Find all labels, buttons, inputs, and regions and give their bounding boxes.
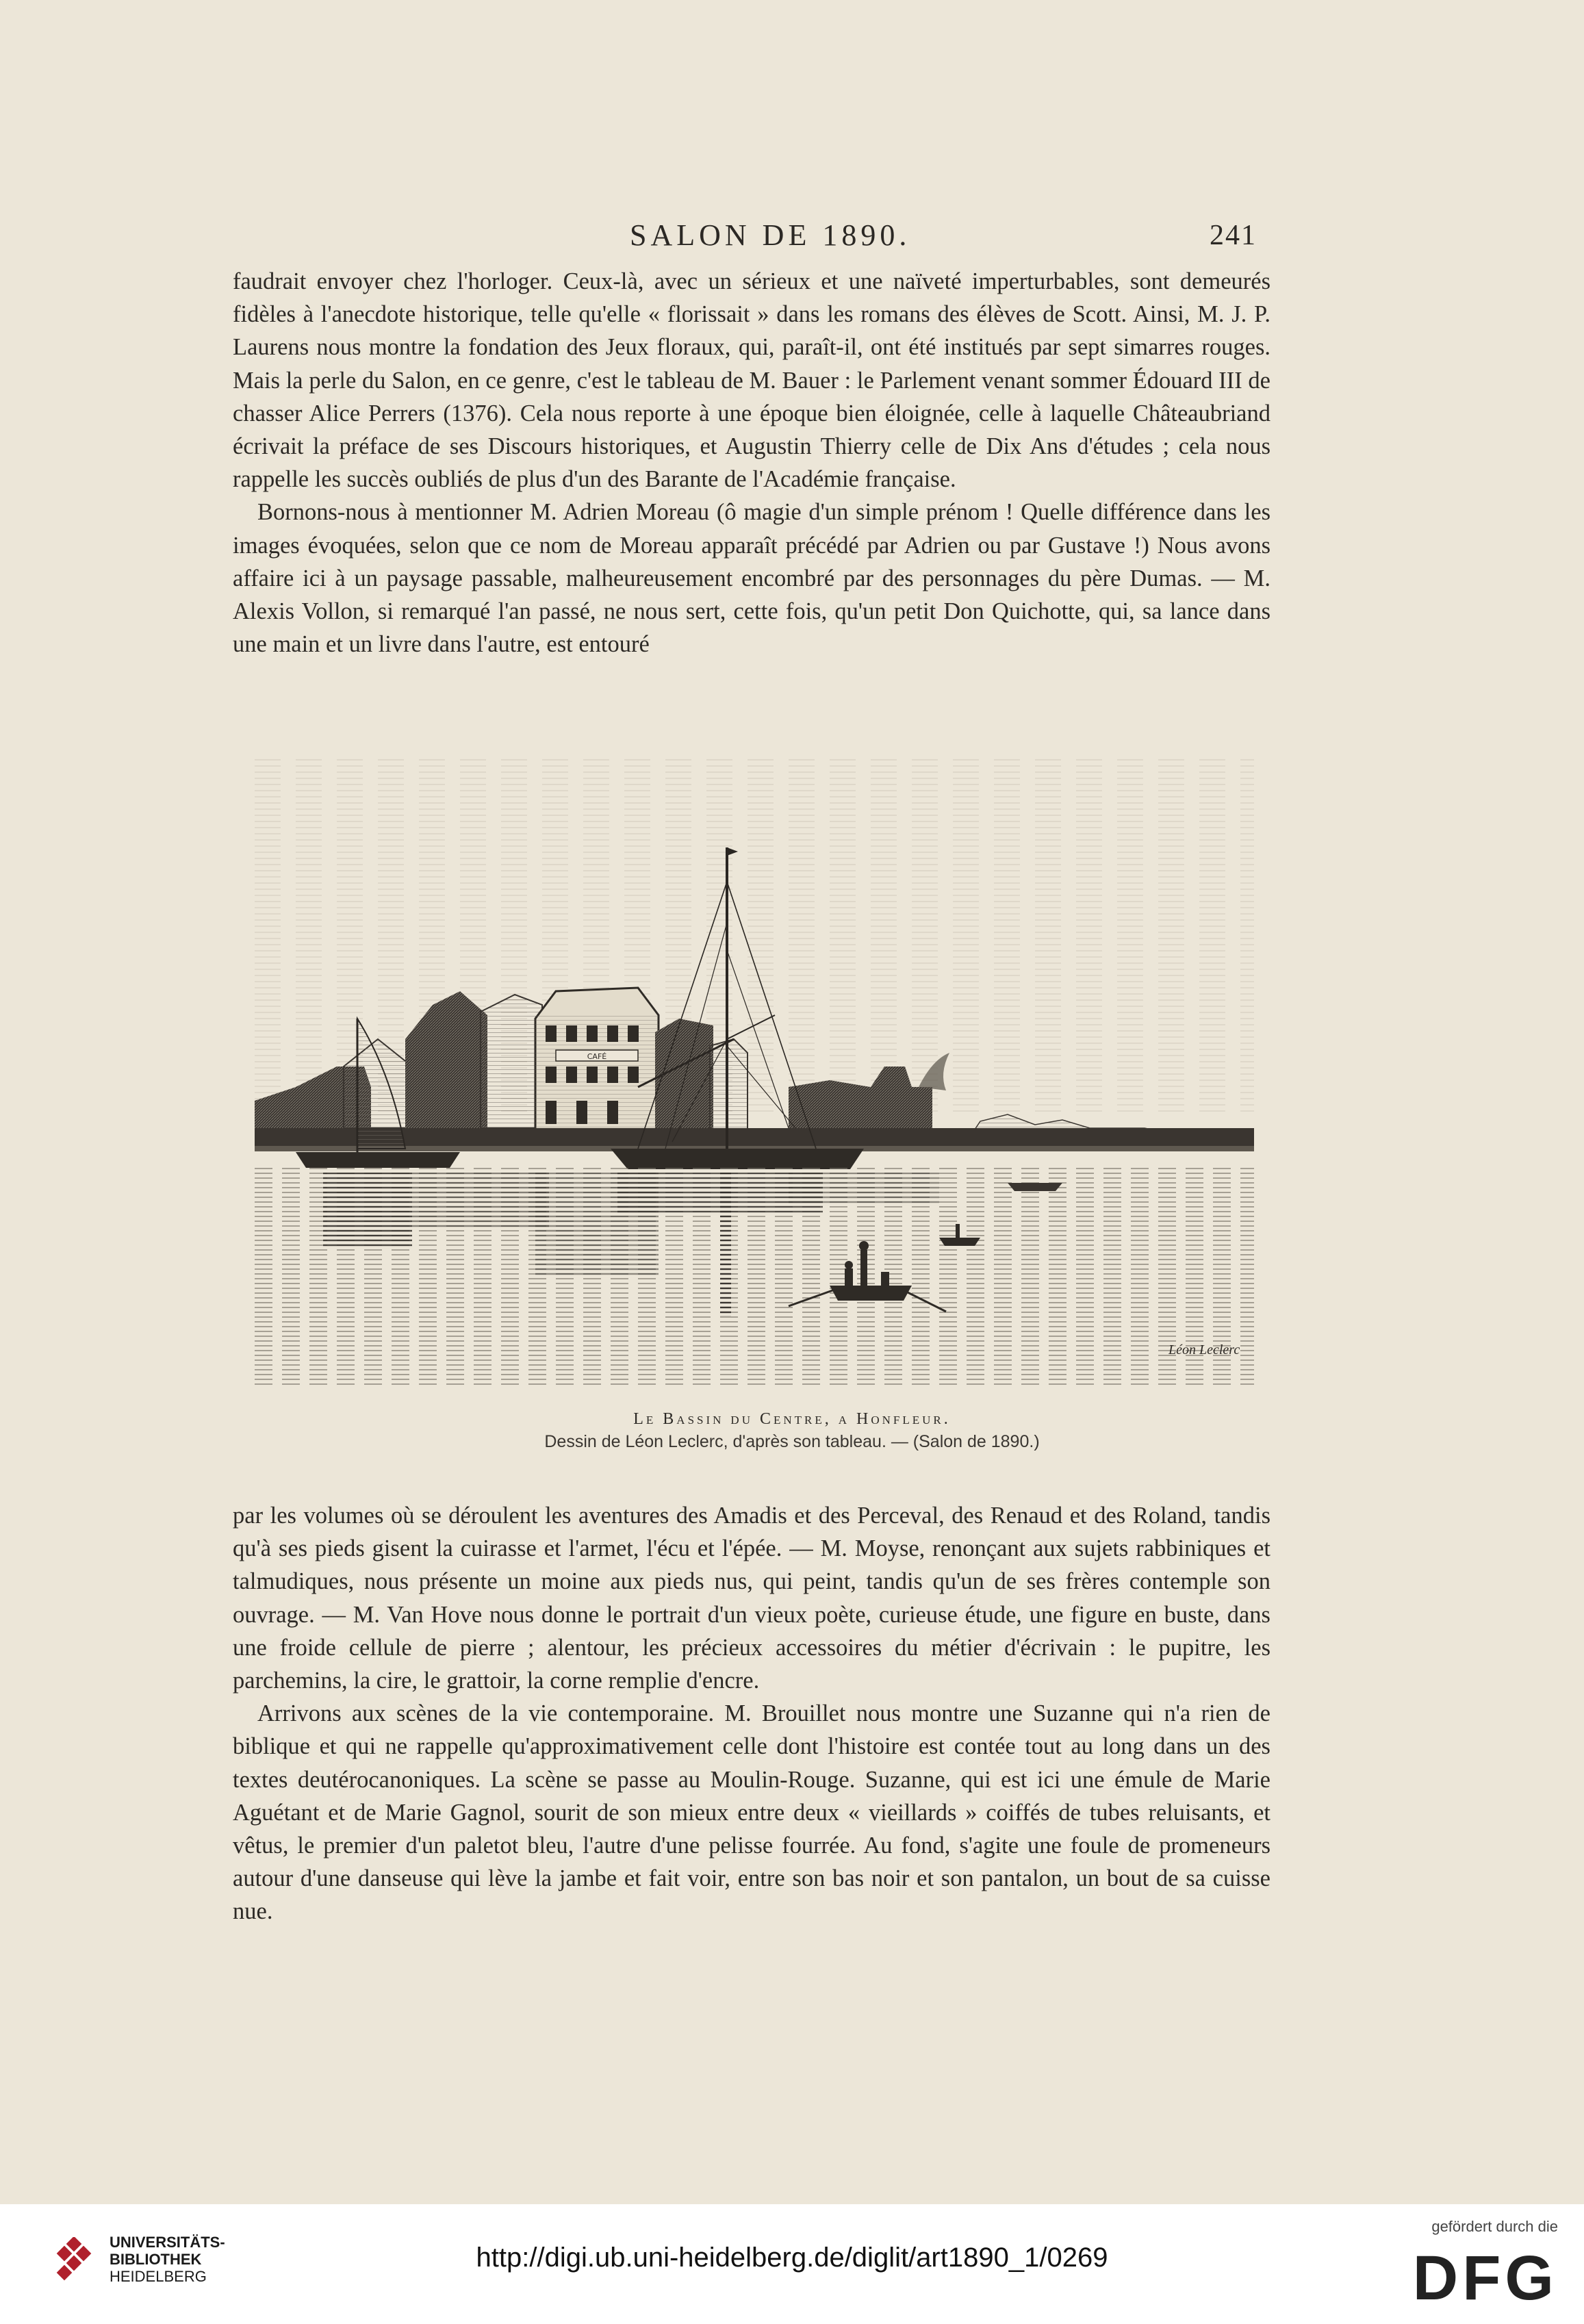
figure-caption-credit: Dessin de Léon Leclerc, d'après son tableau. — (Salon de 1890.) <box>544 1432 1040 1451</box>
engraving-illustration <box>255 745 1254 1388</box>
funded-by-text: gefördert durch die <box>1431 2218 1558 2235</box>
running-title: SALON DE 1890. <box>630 218 911 252</box>
shopfront-sign: CAFÉ <box>587 1052 607 1061</box>
paragraph: faudrait envoyer chez l'horloger. Ceux-là, avec un sérieux et une naïveté imperturbables, sont demeurés fidèles à l'anecdote historique, telle qu'elle « florissait » dans les romans des élèves de Scott. Ainsi, M. J. P. Laurens nous montre la fondation des Jeux floraux, qui, paraît-il, ont été institués par sept simarres rouges. Mais la perle du Salon, en ce genre, c'est le tableau de M. Bauer : le Parlement venant sommer Édouard III de chasser Alice Perrers (1376). Cela nous reporte à une époque bien éloignée, celle à laquelle Châteaubriand écrivait la préface de ses Discours historiques, et Augustin Thierry celle de Dix Ans d'études ; cela nous rappelle les succès oubliés de plus d'un des Barante de l'Académie française. <box>233 268 1270 493</box>
running-head <box>0 218 1584 252</box>
body-text-bottom <box>233 1499 1270 1928</box>
paragraph: Arrivons aux scènes de la vie contemporaine. M. Brouillet nous montre une Suzanne qui n'a rien de biblique et qui ne rappelle qu'approximativement celle dont l'histoire est contée tout au long dans un des textes deutérocanoniques. La scène se passe au Moulin-Rouge. Suzanne, qui est ici une émule de Marie Aguétant et de Marie Gagnol, sourit de son mieux entre deux « vieillards » coiffés de tubes reluisants, et vêtus, le premier d'un paletot bleu, l'autre d'une pelisse fourrée. Au fond, s'agite une foule de promeneurs autour d'une danseuse qui lève la jambe et fait voir, entre son bas noir et son pantalon, un bout de sa cuisse nue. <box>233 1700 1270 1925</box>
library-name-line: HEIDELBERG <box>110 2268 207 2285</box>
paragraph: par les volumes où se déroulent les aventures des Amadis et des Perceval, des Renaud et des Roland, tandis qu'à ses pieds gisent la cuirasse et l'armet, l'écu et l'épée. — M. Moyse, renonçant aux sujets rabbiniques et talmudiques, nous présente un moine aux pieds nus, qui peint, tandis qu'un de ses frères contemple son ouvrage. — M. Van Hove nous donne le portrait d'un vieux poète, curieuse étude, une figure en buste, dans une froide cellule de pierre ; alentour, les précieux accessoires du métier d'écrivain : le pupitre, les parchemins, la cire, le grattoir, la corne remplie d'encre. <box>233 1503 1270 1694</box>
body-text-top <box>233 265 1270 661</box>
harbour-engraving <box>255 745 1254 1388</box>
figure-caption-title: Le Bassin du Centre, a Honfleur. <box>633 1410 951 1428</box>
dfg-logo[interactable]: DFG <box>1412 2243 1558 2313</box>
permalink-url[interactable]: http://digi.ub.uni-heidelberg.de/diglit/art1890_1/0269 <box>476 2243 1108 2273</box>
paragraph: Bornons-nous à mentionner M. Adrien Moreau (ô magie d'un simple prénom ! Quelle différence dans les images évoquées, selon que ce nom de Moreau apparaît précédé par Adrien ou par Gustave !) Nous avons affaire ici à un paysage passable, malheureusement encombré par des personnages du père Dumas. — M. Alexis Vollon, si remarqué l'an passé, ne nous sert, cette fois, qu'un petit Don Quichotte, qui, sa lance dans une main et un livre dans l'autre, est entouré <box>233 499 1270 658</box>
library-name-line: BIBLIOTHEK <box>110 2251 202 2268</box>
library-name-line: UNIVERSITÄTS- <box>110 2234 225 2251</box>
artist-signature: Léon Leclerc <box>1168 1342 1240 1357</box>
page-number: 241 <box>1210 220 1257 251</box>
